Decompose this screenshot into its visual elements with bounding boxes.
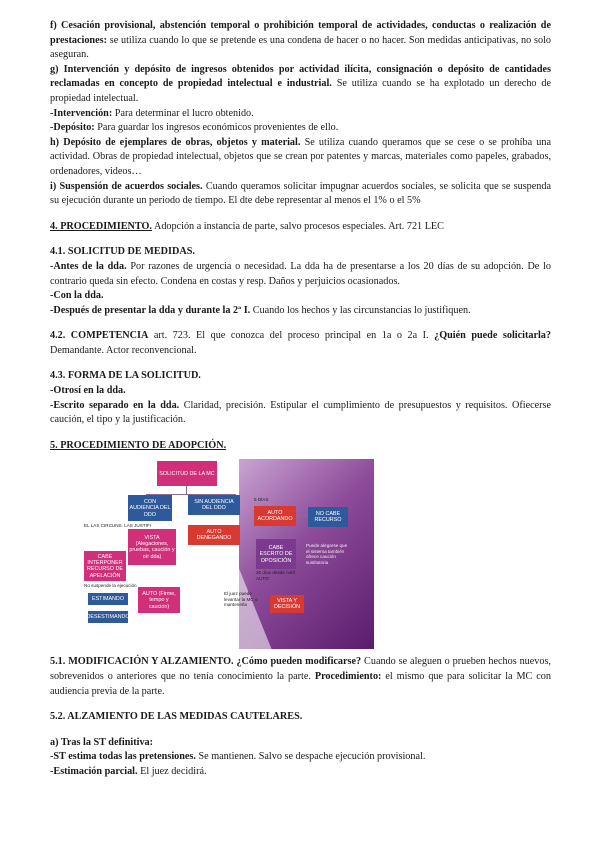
section-52-sub: a) Tras la ST definitiva: (50, 736, 154, 748)
section-42-text: art. 723. El que conozca del proceso principal en 1a o 2a I. (148, 330, 435, 342)
note-juez: El juez puede levantar la MC o mantenerla (224, 591, 258, 608)
section-51 (50, 655, 551, 699)
section-51-heading: 5.1. MODIFICACIÓN Y ALZAMIENTO. (50, 656, 234, 668)
item-text: Se mantienen. Salvo se despache ejecución provisional. (195, 751, 426, 763)
text-i: Cuando queramos solicitar impugnar acuerdos sociales, se solicita que se suspenda su ejecución durante un periodo de tiempo. El dte debe representar al menos el 1% o el 5% (50, 180, 552, 207)
section-51-text2: el mismo que para solicitar la MC con audiencia previa de la parte. (50, 671, 551, 697)
g-item-label: -Intervención: (50, 107, 113, 119)
item-text: Cuando los hechos y las circunstancias lo justifiquen. (250, 304, 471, 316)
text-f: se utiliza cuando lo que se pretende es una condena de hacer o no hacer. Son medidas anticipativas, no solo aseguran. (50, 34, 551, 61)
g-item-text: Para guardar los ingresos económicos provenientes de ello. (94, 122, 339, 134)
section-51-text: Cuando se aleguen o prueben hechos nuevos, sobrevenidos o anteriores que no tenía conocimiento la parte. (50, 656, 551, 683)
section-41-item (50, 289, 551, 304)
heading-f: f) Cesación provisional, abstención temporal o prohibición temporal de actividades, conductas o realización de prestaciones: (50, 20, 551, 46)
heading-g: g) Intervención y depósito de ingresos obtenidos por actividad ilícita, consignación o depósito de cantidades reclamadas en concepto de propiedad intelectual e industrial. (50, 63, 551, 90)
heading-i: i) Suspensión de acuerdos sociales. (50, 180, 203, 192)
connector (186, 486, 187, 494)
connector (296, 516, 308, 517)
procedure-diagram (84, 459, 374, 649)
item-label: -Antes de la dda. (50, 260, 127, 272)
g-item-label: -Depósito: (50, 122, 95, 134)
item-label: -Con la dda. (50, 290, 104, 302)
section-52-item (50, 750, 551, 765)
section-42 (50, 329, 551, 358)
box-vista-decision: VISTA Y DECISIÓN (270, 595, 304, 613)
paragraph-g (50, 63, 551, 107)
item-text: Claridad, precisión. Estipular el cumplimiento de presupuestos y requisitos. Ofiecerse caución, el tipo y la justificación. (50, 399, 552, 426)
section-4-text: Adopción a instancia de parte, salvo procesos especiales. Art. 721 LEC (151, 220, 444, 232)
note-plazo: EL LAS CIRCUNS. LAS JUSTIFI (84, 523, 151, 529)
item-label: -Después de presentar la dda y durante la 2ª I. (50, 304, 251, 316)
section-43-item (50, 399, 551, 428)
section-51-label: Procedimiento: (314, 671, 382, 683)
g-item (50, 107, 551, 122)
box-desestimando: DESESTIMANDO (88, 611, 128, 623)
item-label: -Estimación parcial. (50, 766, 138, 777)
box-cabe-interponer: CABE INTERPONER RECURSO DE APELACIÓN (84, 551, 126, 581)
item-text: Por razones de urgencia o necesidad. La dda ha de presentarse a los 20 días de su adopción. De lo contrario queda sin efecto. Condena en costas y resp. Daños y perjuicios ocasionados. (50, 260, 551, 287)
box-vista: VISTA (Alegaciones, pruebas, caución y oír dda) (128, 529, 176, 565)
g-item (50, 121, 551, 136)
section-41-item (50, 260, 551, 289)
box-no-cabe-recurso: NO CABE RECURSO (308, 507, 348, 527)
section-42-heading: 4.2. COMPETENCIA (50, 330, 149, 342)
section-4 (50, 220, 551, 235)
box-solicitud: SOLICITUD DE LA MC (157, 461, 217, 486)
item-label: -ST estima todas las pretensiones. (50, 751, 196, 763)
box-auto-acordando: AUTO ACORDANDO (254, 506, 296, 526)
section-4-heading: 4. PROCEDIMIENTO. (50, 220, 152, 232)
section-5-heading: 5. PROCEDIMIENTO DE ADOPCIÓN. (50, 439, 227, 451)
section-42-question: ¿Quién puede solicitarla? (434, 330, 551, 342)
box-cabe-escrito: CABE ESCRITO DE OPOSICIÓN (256, 539, 296, 569)
g-item-text: Para determinar el lucro obtenido. (112, 107, 254, 119)
text-h: Se utiliza cuando queramos que se cese o se prohíba una actividad. Obras de propiedad intelectual, objetos que se crean por patentes y marcas, materiales como papeles, grabados, ordenadores, videos… (50, 136, 551, 177)
section-43-item (50, 384, 551, 399)
box-con-audiencia: CON AUDIENCIA DEL DDO (128, 495, 172, 521)
box-auto-final: AUTO (Firme, tempo y caución) (138, 587, 180, 613)
item-label: -Escrito separado en la dda. (50, 399, 180, 411)
section-52-item (50, 765, 551, 780)
box-auto-denegando: AUTO DENEGANDO (188, 525, 240, 545)
note-apel: No suspende la ejecución (84, 583, 137, 589)
section-51-question: ¿Cómo pueden modificarse? (233, 656, 362, 668)
paragraph-h (50, 136, 551, 180)
section-52-heading: 5.2. ALZAMIENTO DE LAS MEDIDAS CAUTELARES. (50, 711, 303, 723)
item-label: -Otrosí en la dda. (50, 385, 126, 397)
paragraph-f (50, 19, 551, 63)
paragraph-i (50, 180, 551, 209)
text-g: Se utiliza cuando se ha explotado un derecho de propiedad intelectual. (50, 78, 551, 104)
box-estimando: ESTIMANDO (88, 593, 128, 605)
section-43-heading: 4.3. FORMA DE LA SOLICITUD. (50, 370, 201, 382)
note-puede: Puede alegarse que el sistema también ofrece caución sustitutoria (306, 543, 348, 565)
section-41-item (50, 304, 551, 319)
item-text: El juez decidirá. (137, 766, 207, 777)
heading-h: h) Depósito de ejemplares de obras, objetos y material. (50, 136, 301, 148)
section-41-heading: 4.1. SOLICITUD DE MEDIDAS. (50, 246, 195, 258)
note-5dias: 5 DÍAS (254, 497, 269, 503)
box-sin-audiencia: SIN AUDIENCIA DEL DDO (188, 495, 240, 515)
section-42-answer: Demandante. Actor reconvencional. (50, 344, 197, 356)
note-20dias: 20 días desde notif. AUTO (256, 570, 297, 581)
